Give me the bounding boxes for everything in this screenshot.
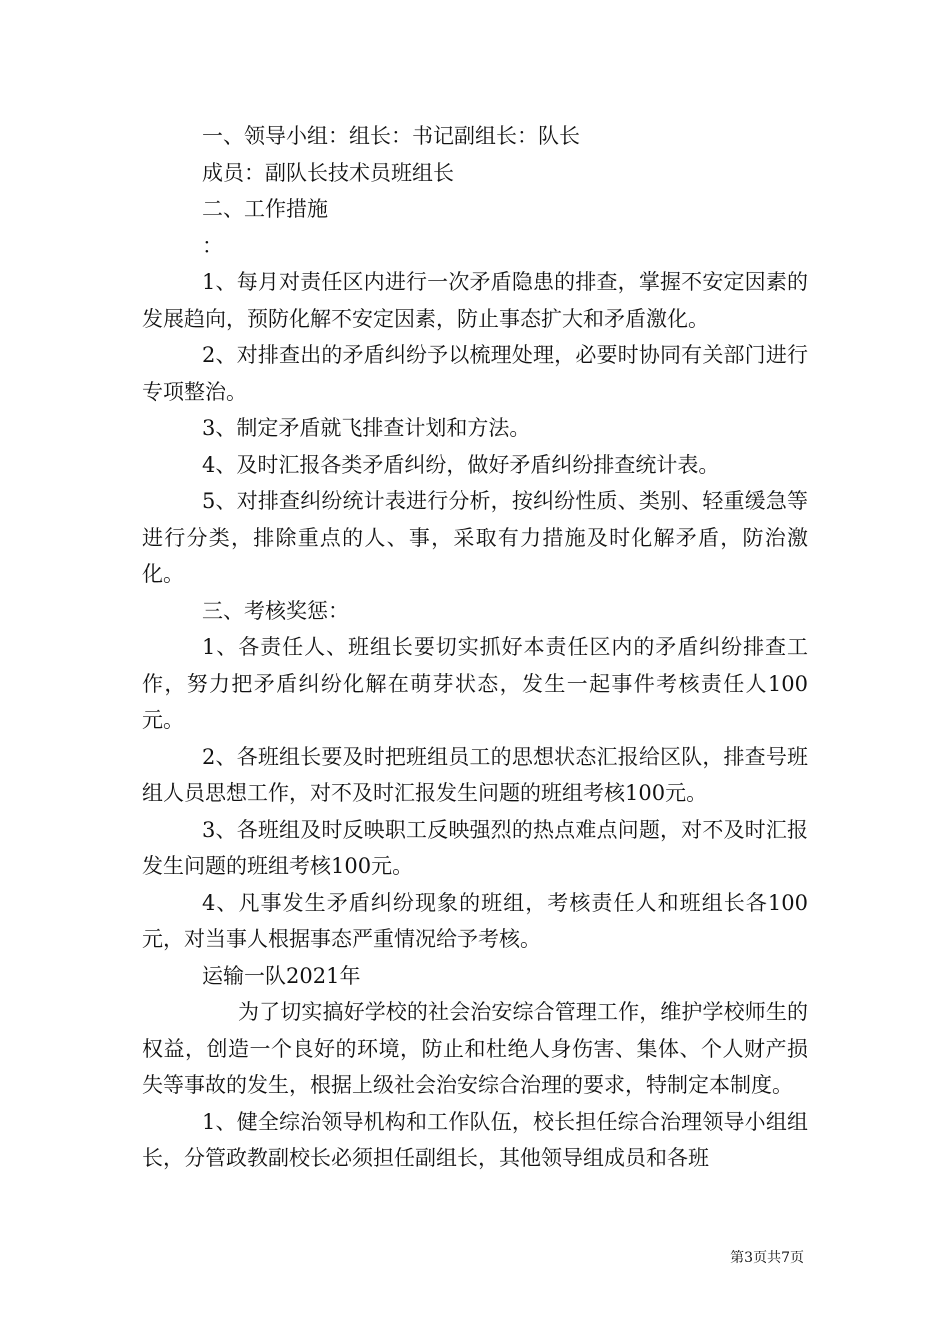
measure-item-5: 5、对排查纠纷统计表进行分析，按纠纷性质、类别、轻重缓急等进行分类，排除重点的人、事，采取有力措施及时化解矛盾，防治激化。	[142, 489, 808, 586]
assessment-item-4: 4、凡事发生矛盾纠纷现象的班组，考核责任人和班组长各100元，对当事人根据事态严重情况给予考核。	[142, 890, 808, 951]
measure-item-3: 3、制定矛盾就飞排查计划和方法。	[202, 416, 531, 440]
section-heading-assessment: 三、考核奖惩：	[202, 598, 349, 623]
school-item-1: 1、健全综治领导机构和工作队伍，校长担任综合治理领导小组组长，分管政教副校长必须担任副组长，其他领导组成员和各班	[142, 1109, 808, 1170]
signature-line: 运输一队2021年	[202, 963, 361, 988]
measure-item-1: 1、每月对责任区内进行一次矛盾隐患的排查，掌握不安定因素的发展趋向，预防化解不安定因素，防止事态扩大和矛盾激化。	[142, 270, 808, 331]
measure-item-2: 2、对排查出的矛盾纠纷予以梳理处理，必要时协同有关部门进行专项整治。	[142, 343, 808, 404]
section-heading-measures: 二、工作措施	[202, 197, 328, 221]
assessment-item-3: 3、各班组及时反映职工反映强烈的热点难点问题，对不及时汇报发生问题的班组考核100元。	[142, 817, 808, 878]
assessment-item-2: 2、各班组长要及时把班组员工的思想状态汇报给区队，排查号班组人员思想工作，对不及时汇报发生问题的班组考核100元。	[142, 744, 808, 805]
measure-item-4: 4、及时汇报各类矛盾纠纷，做好矛盾纠纷排查统计表。	[202, 452, 720, 477]
members-line: 成员：副队长技术员班组长	[202, 160, 454, 185]
page-number-footer: 第3页共7页	[730, 1250, 804, 1266]
document-body	[142, 118, 808, 1177]
colon-line: ：	[202, 233, 223, 258]
section-heading-leadership: 一、领导小组：组长：书记副组长：队长	[202, 124, 580, 148]
school-intro-paragraph: 为了切实搞好学校的社会治安综合管理工作，维护学校师生的权益，创造一个良好的环境，防止和杜绝人身伤害、集体、个人财产损失等事故的发生，根据上级社会治安综合治理的要求，特制定本制度。	[142, 1000, 808, 1097]
assessment-item-1: 1、各责任人、班组长要切实抓好本责任区内的矛盾纠纷排查工作，努力把矛盾纠纷化解在萌芽状态，发生一起事件考核责任人100元。	[142, 635, 808, 732]
